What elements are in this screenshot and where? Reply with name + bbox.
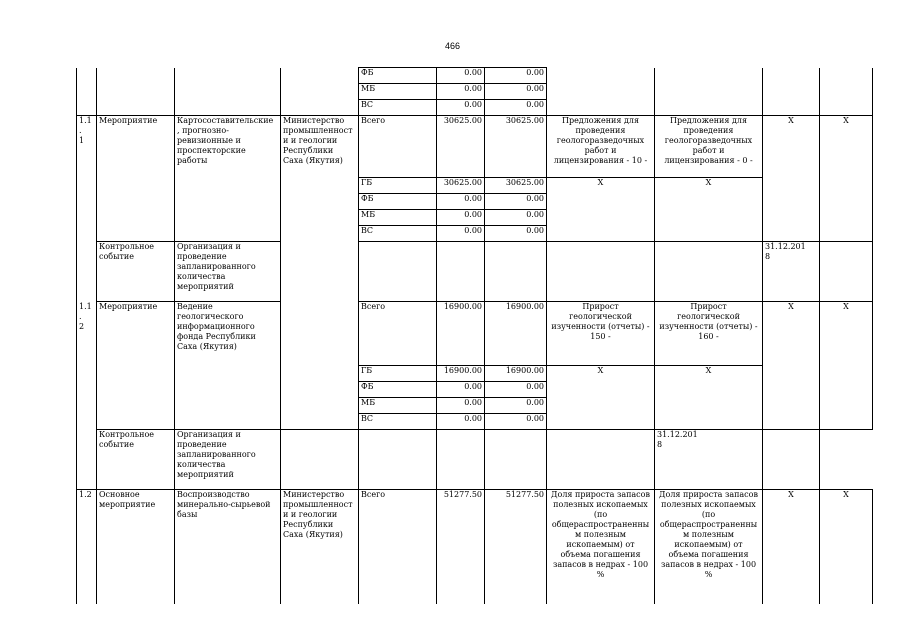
cell-name: Организация и проведение запланированного количества мероприятий [175,430,281,490]
cell-value-1: 16900.00 [437,366,485,382]
cell-value-2: 0.00 [485,210,547,226]
table-row [77,430,873,490]
cell-value-2: 0.00 [485,414,547,430]
cell-value-2: 30625.00 [485,178,547,194]
cell-date: X [763,490,820,604]
cell-type: Мероприятие [97,302,175,430]
cell-source: Всего [359,490,437,604]
cell-source: МБ [359,398,437,414]
cell-result-1 [547,242,655,302]
cell-value-1: 16900.00 [437,302,485,366]
cell-date: X [763,302,820,430]
cell-result-1: Предложения для проведения геологоразведочных работ и лицензирования - 10 - [547,116,655,178]
cell-name: Воспроизводство минерально-сырьевой базы [175,490,281,604]
cell-executor: Министерство промышленност и и геологии Республики Саха (Якутия) [281,116,359,430]
cell-source: ВС [359,414,437,430]
cell-result-1: X [547,178,655,242]
cell-value-2: 0.00 [485,84,547,100]
cell-type [97,68,175,116]
cell-name [175,68,281,116]
cell-type: Контрольное событие [97,430,175,490]
cell-source [359,242,437,302]
cell-value-1 [437,242,485,302]
cell-source: ФБ [359,382,437,398]
cell-value-1: 0.00 [437,226,485,242]
cell-number: 1.2 [77,490,97,604]
cell-result-2 [547,430,655,490]
cell-number: 1.1. 1 [77,116,97,242]
cell-result-2: Прирост геологической изученности (отчеты) - 160 - [655,302,763,366]
cell-date: 31.12.201 8 [763,242,820,302]
cell-source: ФБ [359,194,437,210]
cell-value-1: 51277.50 [437,490,485,604]
table-row [77,68,873,84]
cell-source: Всего [359,116,437,178]
cell-value-2 [437,430,485,490]
cell-result-2: X [655,178,763,242]
cell-source: Всего [359,302,437,366]
table-row [77,302,873,366]
cell-result-1 [547,68,655,116]
cell-type: Основное мероприятие [97,490,175,604]
cell-value-1: 0.00 [437,194,485,210]
cell-value-1: 0.00 [437,68,485,84]
cell-type: Контрольное событие [97,242,175,302]
cell-value-2: 16900.00 [485,366,547,382]
cell-value-1: 30625.00 [437,178,485,194]
cell-source [281,430,359,490]
cell-value-1: 0.00 [437,398,485,414]
cell-value-1: 0.00 [437,414,485,430]
cell-value-2: 0.00 [485,194,547,210]
cell-number [77,242,97,302]
cell-executor: Министерство промышленност и и геологии Республики Саха (Якутия) [281,490,359,604]
cell-name: Картосоставительские , прогнозно- ревизионные и проспекторские работы [175,116,281,242]
cell-source: ВС [359,226,437,242]
page-number: 466 [444,41,461,51]
cell-result-2: X [655,366,763,430]
cell-source: ВС [359,100,437,116]
table-row [77,116,873,178]
cell-source: МБ [359,84,437,100]
cell-value-1: 0.00 [437,210,485,226]
cell-source: ФБ [359,68,437,84]
cell-value-2: 16900.00 [485,302,547,366]
cell-value-2 [485,242,547,302]
cell-number [77,68,97,116]
cell-value-1: 0.00 [437,100,485,116]
cell-x: X [820,116,873,242]
cell-type: Мероприятие [97,116,175,242]
cell-value-1 [359,430,437,490]
cell-value-2: 0.00 [485,100,547,116]
cell-result-1: Прирост геологической изученности (отчеты) - 150 - [547,302,655,366]
cell-name: Ведение геологического информационного фонда Республики Саха (Якутия) [175,302,281,430]
cell-value-2: 30625.00 [485,116,547,178]
cell-result-2 [655,68,763,116]
cell-value-1: 0.00 [437,84,485,100]
cell-date [763,68,820,116]
cell-value-1: 30625.00 [437,116,485,178]
cell-source: МБ [359,210,437,226]
cell-date: X [763,116,820,242]
cell-name: Организация и проведение запланированного количества мероприятий [175,242,281,302]
table-row [77,490,873,604]
cell-value-2: 0.00 [485,68,547,84]
cell-source: ГБ [359,178,437,194]
cell-value-2: 0.00 [485,382,547,398]
cell-value-2: 51277.50 [485,490,547,604]
cell-result-2 [655,242,763,302]
cell-result-2: Предложения для проведения геологоразведочных работ и лицензирования - 0 - [655,116,763,178]
cell-x [763,430,820,490]
cell-result-1: X [547,366,655,430]
table-row [77,242,873,302]
cell-number [77,430,97,490]
cell-executor [281,68,359,116]
cell-result-1 [485,430,547,490]
program-table [76,67,873,604]
cell-value-2: 0.00 [485,398,547,414]
cell-x: X [820,490,873,604]
cell-number: 1.1. 2 [77,302,97,430]
cell-source: ГБ [359,366,437,382]
cell-result-2: Доля прироста запасов полезных ископаемых (по общераспространенны м полезным ископаемым) от объема погашения запасов в недрах - 100 % [655,490,763,604]
cell-x [820,242,873,302]
cell-value-1: 0.00 [437,382,485,398]
cell-x [820,68,873,116]
cell-value-2: 0.00 [485,226,547,242]
cell-date: 31.12.201 8 [655,430,763,490]
cell-result-1: Доля прироста запасов полезных ископаемых (по общераспространенны м полезным ископаемым) от объема погашения запасов в недрах - 100 % [547,490,655,604]
cell-x: X [820,302,873,430]
